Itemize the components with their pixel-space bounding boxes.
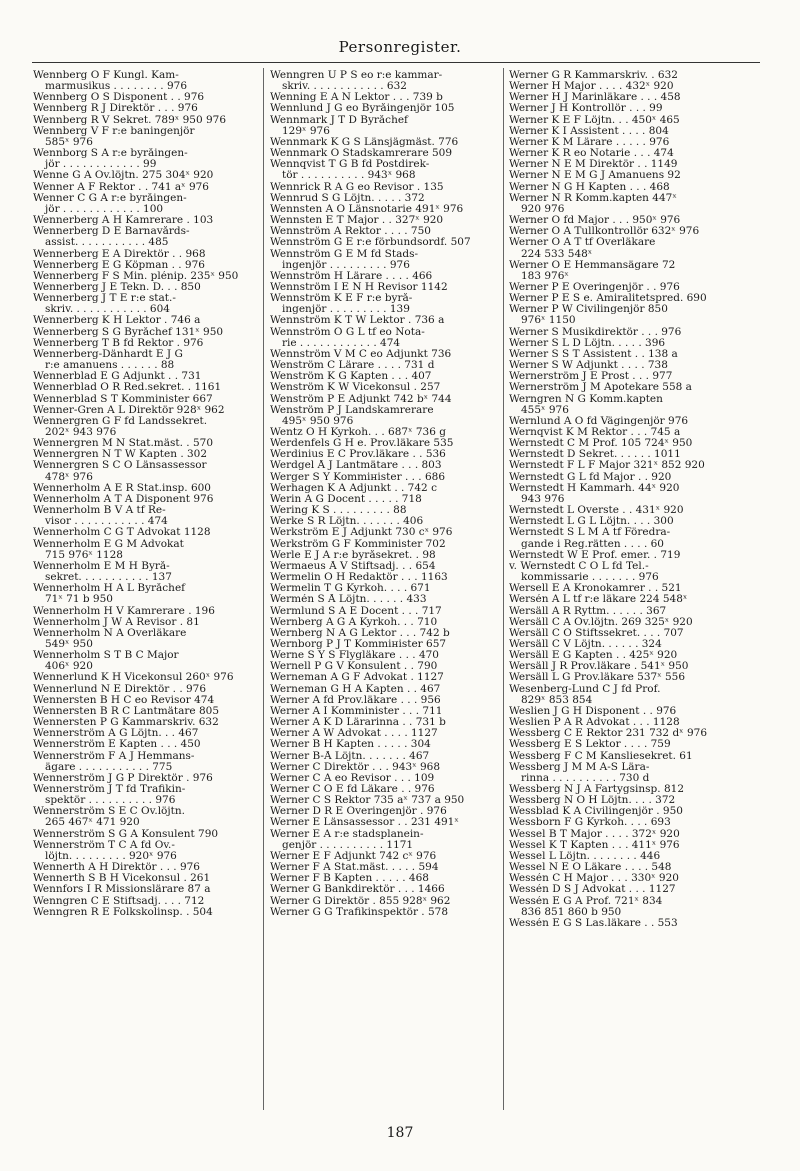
register-entry: Wennerström E Kapten . . . 450 (33, 739, 201, 751)
register-entry: Wennerholm H A L Byråchef (33, 583, 186, 595)
register-entry-continuation: 585ˣ 976 (45, 136, 93, 148)
register-entry-continuation: jör . . . . . . . . . . . . 99 (45, 159, 157, 171)
register-entry: Wennerberg S G Byråchef 131ˣ 950 (33, 326, 224, 338)
register-entry-continuation: ingenjör . . . . . . . . . 976 (282, 259, 410, 271)
register-entry: Wernstedt C M Prof. 105 724ˣ 950 (509, 438, 693, 450)
register-entry: Wennerth A H Direktör . . . 976 (33, 862, 200, 874)
register-entry: Wennström K T W Lektor . 736 a (270, 315, 445, 327)
register-entry: Wessel K T Kapten . . . 411ˣ 976 (509, 839, 680, 851)
register-entry: Wennerström S E C Öv.löjtn. (33, 806, 185, 818)
register-entry: Wennerberg J T E r:e stat.- (33, 293, 176, 305)
register-entry: Wering K S . . . . . . . . . 88 (270, 505, 407, 517)
register-entry: Werner G R Kammarskriv. . 632 (509, 70, 678, 81)
register-entry: Wennerberg K H Lektor . 746 a (33, 315, 201, 327)
register-entry: Wermén S Å Löjtn. . . . . . 433 (270, 594, 427, 606)
register-entry: Wennberg O F Kungl. Kam- (33, 70, 179, 81)
register-entry: Werner K M Lärare . . . . . 976 (509, 136, 670, 148)
register-entry: Wernstedt L Överste . . 431ˣ 920 (509, 505, 684, 517)
register-entry: Wennerström S G A Konsulent 790 (33, 828, 219, 840)
register-entry: Wenström K G Kapten . . . 407 (270, 371, 432, 383)
register-entry-continuation: 715 976ˣ 1128 (45, 549, 123, 561)
register-entry: Wennerberg J E Tekn. D. . . 850 (33, 281, 201, 293)
register-entry-continuation: skriv. . . . . . . . . . . . 632 (282, 81, 407, 93)
register-entry: Wessén D S J Advokat . . . 1127 (509, 884, 676, 896)
register-entry: Wennrud S G Löjtn. . . . . 372 (270, 192, 425, 204)
register-entry: Wennergren S C O Länsassessor (33, 460, 207, 472)
register-entry: Wernstedt H Kammarh. 44ˣ 920 (509, 482, 680, 494)
register-entry: Wernstedt D Sekret. . . . . . 1011 (509, 449, 681, 461)
register-entry: Werneman A G F Advokat . 1127 (270, 672, 444, 684)
register-entry: Wennerblad S T Komminister 667 (33, 393, 213, 405)
register-entry-continuation: assist. . . . . . . . . . . 485 (45, 237, 169, 249)
register-entry: Wersäll J R Prov.läkare . 541ˣ 950 (509, 661, 689, 673)
register-entry-continuation: 943 976 (521, 493, 565, 505)
register-entry-continuation: ingenjör . . . . . . . . . 139 (282, 304, 410, 316)
register-entry-continuation: jör . . . . . . . . . . . . 100 (45, 203, 164, 215)
register-entry: Werner D R E Överingenjör . 976 (270, 806, 447, 818)
register-entry: Werner B-Å Löjtn. . . . . . . 467 (270, 750, 430, 762)
register-entry: Werner O A T tf Överläkare (509, 237, 656, 249)
register-entry-continuation: sekret. . . . . . . . . . . 137 (45, 572, 172, 584)
register-entry: Wennmark J T D Byråchef (270, 114, 408, 126)
register-entry: Wennberg O S Disponent . . 976 (33, 92, 205, 104)
register-entry: Wernberg A G A Kyrkoh. . . 710 (270, 616, 438, 628)
register-entry: v. Wernstedt C O L fd Tel.- (509, 560, 649, 572)
register-entry: Wenngren C E Stiftsadj. . . . 712 (33, 895, 205, 907)
register-entry: Werner S S T Assistent . . 138 a (509, 348, 678, 360)
register-entry: Werner A K D Lärarinna . . 731 b (270, 717, 446, 729)
register-entry-continuation: 478ˣ 976 (45, 471, 93, 483)
register-entry: Werner H Major . . . . 432ˣ 920 (509, 81, 674, 93)
register-entry: Wennergren N T W Kapten . 302 (33, 449, 208, 461)
register-entry: Wennqvist T G B fd Postdirek- (270, 159, 430, 171)
register-entry-continuation: rinna . . . . . . . . . . 730 d (521, 772, 650, 784)
register-entry: Wermlund S A E Docent . . . 717 (270, 605, 442, 617)
register-entry: Wesenberg-Lund C J fd Prof. (509, 683, 661, 695)
register-entry: Wennberg R V Sekret. 789ˣ 950 976 (33, 114, 226, 126)
register-column-1 (33, 70, 259, 1120)
register-entry: Wernborg P J T Kommінister 657 (270, 638, 447, 650)
register-entry: Werdinius E C Prov.läkare . . 536 (270, 449, 446, 461)
register-entry: Wennergren M N Stat.mäst. . 570 (33, 438, 214, 450)
register-entry: Werger S Y Kommінister . . . 686 (270, 471, 446, 483)
register-entry: Werner P E S e. Amiralitetspred. 690 (509, 293, 707, 305)
register-entry: Wennerström T C A fd Öv.- (33, 839, 175, 851)
register-entry: Wennström K E F r:e byrå- (270, 293, 413, 305)
register-entry: Werin A G Docent . . . . . 718 (270, 493, 422, 505)
register-entry: Werner A W Advokat . . . . 1127 (270, 728, 438, 740)
register-entry: Wennerblad E G Adjunkt . . 731 (33, 371, 202, 383)
register-entry: Werdenfels G H e. Prov.läkare 535 (270, 438, 454, 450)
register-entry: Wernstedt F L F Major 321ˣ 852 920 (509, 460, 705, 472)
register-entry: Wessberg N J A Fartygsinsp. 812 (509, 784, 684, 795)
register-entry: Wenström C Lärare . . . . 731 d (270, 360, 435, 372)
register-entry: Werdgel Å J Lantmätare . . . 803 (270, 460, 442, 472)
register-entry-continuation: kommissarie . . . . . . . 976 (521, 572, 659, 584)
register-entry: Werne S Y S Flygläkare . . . 470 (270, 650, 439, 662)
register-entry: Werhagen K A Adjunkt . . 742 c (270, 482, 437, 494)
register-entry-continuation: 976ˣ 1150 (521, 315, 576, 327)
register-entry: Wennersten B R C Lantmätare 805 (33, 705, 220, 717)
register-column-2 (270, 70, 500, 1120)
column-divider-1 (263, 68, 264, 1110)
register-entry: Wernlund A O fd Vägingenjör 976 (509, 415, 689, 427)
register-entry: Wersäll A R Ryttm. . . . . . 367 (509, 605, 667, 617)
register-entry-continuation: gande i Reg.rätten . . . . 60 (521, 538, 664, 550)
register-entry: Wessberg J M M A-S Lära- (509, 761, 650, 773)
register-entry: Wennmark K G S Länsjägmäst. 776 (270, 136, 459, 148)
register-entry: Wennberg R J Direktör . . . 976 (33, 103, 198, 115)
register-entry: Wernqvist K M Rektor . . . 745 a (509, 427, 681, 438)
register-entry: Wennerholm H V Kamrerare . 196 (33, 605, 215, 617)
register-entry: Wennerberg F S Min. plénip. 235ˣ 950 (33, 270, 239, 282)
register-entry: Wennsten E T Major . . 327ˣ 920 (270, 215, 444, 227)
register-entry: Wenström P J Landskamrerare (270, 404, 434, 416)
register-entry-continuation: 495ˣ 950 976 (282, 415, 354, 427)
register-entry: Wessborn F G Kyrkoh. . . . 693 (509, 817, 671, 829)
register-entry: Wessberg E S Lektor . . . . 759 (509, 739, 671, 751)
register-entry: Wenner C G A r:e byråingen- (33, 192, 187, 204)
register-entry: Wennerberg A H Kamrerare . 103 (33, 215, 214, 227)
register-entry: Wennström G E r:e förbundsordf. 507 (270, 237, 471, 249)
register-entry-continuation: tör . . . . . . . . . . 943ˣ 968 (282, 170, 416, 182)
register-entry: Wernstedt L G L Löjtn. . . . 300 (509, 516, 674, 528)
register-entry: Wennström V M C eo Adjunkt 736 (270, 348, 452, 360)
register-entry: Wessberg C E Rektor 231 732 dˣ 976 (509, 728, 708, 740)
register-entry: Wenström K W Vicekonsul . 257 (270, 382, 441, 394)
register-entry: Wennström A Rektor . . . . 750 (270, 226, 431, 238)
register-entry: Wentz O H Kyrkoh. . . 687ˣ 736 g (270, 427, 446, 438)
register-entry: Weslien J G H Disponent . . 976 (509, 705, 677, 717)
register-entry: Wennerholm E G M Advokat (33, 538, 184, 550)
register-entry-continuation: marmusikus . . . . . . . . 976 (45, 81, 187, 93)
register-entry: Werner F A Stat.mäst. . . . . 594 (270, 862, 439, 874)
register-entry: Wernstedt W E Prof. emer. . 719 (509, 549, 681, 561)
register-entry: Werner O E Hemmansägare 72 (509, 259, 676, 271)
register-entry: Wenström P E Adjunkt 742 bˣ 744 (270, 393, 452, 405)
register-entry: Werner N G H Kapten . . . 468 (509, 181, 670, 193)
page-number: 187 (386, 1125, 414, 1141)
register-entry: Wersäll L G Prov.läkare 537ˣ 556 (509, 672, 686, 684)
register-entry-continuation: spektör . . . . . . . . . . 976 (45, 795, 176, 807)
register-entry: Wennerlund N E Direktör . . 976 (33, 683, 207, 695)
register-entry: Wennerström J T fd Trafikin- (33, 784, 186, 795)
register-entry: Werner A I Komminister . . . 711 (270, 705, 443, 717)
register-entry: Wennerholm N A Överläkare (33, 627, 187, 639)
register-entry: Wennerström J G P Direktör . 976 (33, 772, 213, 784)
register-entry: Wessberg N O H Löjtn. . . . 372 (509, 795, 676, 807)
register-entry: Wennerberg-Dänhardt E J G (33, 348, 183, 360)
register-entry: Werner E Länsassessor . . 231 491ˣ (270, 817, 459, 829)
register-entry: Wennlund J G eo Byråingenjör 105 (270, 103, 455, 115)
register-column-3 (509, 70, 763, 1120)
register-entry: Wennerlund K H Vicekonsul 260ˣ 976 (33, 672, 234, 684)
register-entry: Werner G Direktör . 855 928ˣ 962 (270, 895, 451, 907)
register-entry-continuation: r:e amanuens . . . . . . 88 (45, 360, 175, 372)
register-entry: Wennergren G F fd Landssekret. (33, 415, 208, 427)
register-entry: Wennerholm B V A tf Re- (33, 505, 166, 517)
register-entry: Wennersten P G Kammarskriv. 632 (33, 717, 219, 729)
register-entry: Wernberg N A G Lektor . . . 742 b (270, 627, 450, 639)
register-entry: Werkström E J Adjunkt 730 cˣ 976 (270, 527, 453, 539)
register-entry: Wermaeus Å V Stiftsadj. . . 654 (270, 560, 436, 572)
register-entry: Werngren N G Komm.kapten (509, 393, 663, 405)
register-entry: Wennmark O Stadskamrerare 509 (270, 148, 453, 160)
register-entry: Wenner A F Rektor . . 741 aˣ 976 (33, 181, 209, 193)
register-entry-continuation: 455ˣ 976 (521, 404, 569, 416)
register-entry: Wennström O G L tf eo Nota- (270, 326, 425, 338)
register-entry-continuation: visor . . . . . . . . . . . 474 (45, 516, 168, 528)
register-entry: Werner H J Marinläkare . . . 458 (509, 92, 681, 104)
register-entry: Wennfors I R Missionslärare 87 a (33, 884, 211, 896)
register-entry-continuation: rie . . . . . . . . . . . . 474 (282, 337, 401, 349)
register-entry: Werner G G Trafikinspektör . 578 (270, 906, 449, 918)
register-entry: Werner K E F Löjtn. . . 450ˣ 465 (509, 114, 680, 126)
register-entry: Wennsten A O Länsnotarie 491ˣ 976 (270, 203, 464, 215)
register-entry: Wessén C H Major . . . 330ˣ 920 (509, 873, 679, 885)
register-entry: Wenngren R E Folkskolinsp. . 504 (33, 906, 213, 918)
register-entry-continuation: ägare . . . . . . . . . . . 775 (45, 761, 173, 773)
register-entry: Werner S Musikdirektör . . . 976 (509, 326, 682, 338)
register-entry: Werle E J A r:e byråsekret. . 98 (270, 549, 436, 561)
register-entry: Werner K R eo Notarie . . . 474 (509, 148, 674, 160)
register-entry-continuation: 224 533 548ˣ (521, 248, 593, 260)
register-entry: Werner J H Kontrollör . . . 99 (509, 103, 663, 115)
register-entry: Wernstedt G L fd Major . . 920 (509, 471, 672, 483)
register-entry: Werner O A Tullkontrollör 632ˣ 976 (509, 226, 700, 238)
register-entry: Wennerberg T B fd Rektor . 976 (33, 337, 204, 349)
register-entry: Werner S L D Löjtn. . . . . 396 (509, 337, 666, 349)
register-entry: Wennerholm A E R Stat.insp. 600 (33, 482, 211, 494)
register-entry: Werner A fd Prov.läkare . . . 956 (270, 694, 441, 706)
register-entry: Wennström I E N H Revisor 1142 (270, 281, 448, 293)
register-entry: Werner K I Assistent . . . . 804 (509, 125, 669, 137)
register-entry: Wersäll C A Öv.löjtn. 269 325ˣ 920 (509, 616, 693, 628)
register-entry: Wessberg F C M Kansliesekret. 61 (509, 750, 693, 762)
register-entry-continuation: 836 851 860 b 950 (521, 906, 622, 918)
register-entry: Wersäll C V Löjtn. . . . . . 324 (509, 638, 662, 650)
register-entry: Wersell E A Kronokamrer . . 521 (509, 583, 682, 595)
header-rule (32, 62, 760, 63)
register-entry: Werke S R Löjtn. . . . . . . 406 (270, 516, 424, 528)
register-entry: Wenner-Gren A L Direktör 928ˣ 962 (33, 404, 225, 416)
register-entry: Wessel B T Major . . . . 372ˣ 920 (509, 828, 680, 840)
register-entry: Wennerberg D E Barnavårds- (33, 226, 190, 238)
register-entry: Wersén A L tf r:e läkare 224 548ˣ (509, 594, 688, 606)
register-entry-continuation: 202ˣ 943 976 (45, 427, 117, 438)
register-entry-continuation: 129ˣ 976 (282, 125, 330, 137)
register-entry: Wermelin T G Kyrkoh. . . . 671 (270, 583, 431, 595)
register-entry: Wennrick R A G eo Revisor . 135 (270, 181, 444, 193)
register-entry: Wersäll E G Kapten . . 425ˣ 920 (509, 650, 678, 662)
register-entry-continuation: skriv. . . . . . . . . . . . 604 (45, 304, 170, 316)
register-entry: Werneman G H A Kapten . . 467 (270, 683, 441, 695)
register-entry: Wennersten B H C eo Revisor 474 (33, 694, 215, 706)
register-entry: Werner S W Adjunkt . . . . 738 (509, 360, 668, 372)
register-entry: Wennerholm J W A Revisor . 81 (33, 616, 200, 628)
register-entry-continuation: 920 976 (521, 203, 565, 215)
register-entry: Werner C S Rektor 735 aˣ 737 a 950 (270, 795, 465, 807)
register-entry: Werner F B Kapten . . . . . 468 (270, 873, 429, 885)
register-entry-continuation: genjör . . . . . . . . . . 1171 (282, 839, 414, 851)
register-entry: Werner N R Komm.kapten 447ˣ (509, 192, 677, 204)
register-entry: Wenngren U P S eo r:e kammar- (270, 70, 443, 81)
register-entry: Wermelin O H Redaktör . . . 1163 (270, 572, 448, 584)
register-entry: Werner N E M G J Amanuens 92 (509, 170, 681, 182)
register-entry-continuation: 265 467ˣ 471 920 (45, 817, 140, 829)
register-entry: Wennerberg E A Direktör . . 968 (33, 248, 206, 260)
register-entry: Werner E F Adjunkt 742 cˣ 976 (270, 850, 437, 862)
register-entry: Werner G Bankdirektör . . . 1466 (270, 884, 445, 896)
register-entry-continuation: 183 976ˣ (521, 270, 569, 282)
register-entry: Werner C A eo Revisor . . . 109 (270, 772, 435, 784)
register-entry: Wennerth S B H Vicekonsul . 261 (33, 873, 211, 885)
register-entry: Wennerberg E G Köpman . . 976 (33, 259, 205, 271)
register-entry: Wernstedt S L M A tf Föredra- (509, 527, 671, 539)
register-entry: Wennerholm C G T Advokat 1128 (33, 527, 211, 539)
register-entry: Wersäll C O Stiftssekret. . . . 707 (509, 627, 684, 639)
register-entry-continuation: 829ˣ 853 854 (521, 694, 593, 706)
register-entry: Wessel N E O Läkare . . . . 548 (509, 862, 672, 874)
register-entry: Wenne G A Öv.löjtn. 275 304ˣ 920 (33, 170, 214, 182)
register-entry: Wenning E A N Lektor . . . 739 b (270, 92, 443, 104)
page-header: Personregister. (338, 38, 462, 56)
register-entry: Wennborg S A r:e byråingen- (33, 148, 188, 160)
register-entry: Wennberg V F r:e baningenjör (33, 125, 195, 137)
register-entry: Wessel L Löjtn. . . . . . . . 446 (509, 850, 661, 862)
register-entry: Wennerholm E M H Byrå- (33, 560, 170, 572)
register-entry: Wennerström F A J Hemmans- (33, 750, 195, 762)
register-entry: Wennström H Lärare . . . . 466 (270, 270, 433, 282)
register-entry: Wernell P G V Konsulent . . 790 (270, 661, 438, 673)
register-entry: Weslien P A R Advokat . . . 1128 (509, 717, 680, 729)
register-entry-continuation: 406ˣ 920 (45, 661, 93, 673)
register-entry-continuation: 71ˣ 71 b 950 (45, 594, 113, 606)
column-divider-2 (503, 68, 504, 1110)
register-entry: Wennerström A G Löjtn. . . 467 (33, 728, 199, 740)
register-entry: Wessblad K A Civilingenjör . 950 (509, 806, 683, 818)
register-entry: Werner B H Kapten . . . . . 304 (270, 739, 431, 751)
register-entry: Wennerholm S T B C Major (33, 650, 179, 662)
register-entry: Wessén E G A Prof. 721ˣ 834 (509, 895, 663, 907)
register-entry: Wennström G E M fd Stads- (270, 248, 419, 260)
register-entry-continuation: löjtn. . . . . . . . . 920ˣ 976 (45, 850, 177, 862)
register-entry: Werner N E M Direktör . . 1149 (509, 159, 678, 171)
register-entry: Wennerholm A T A Disponent 976 (33, 493, 214, 505)
register-entry: Werner P W Civilingenjör 850 (509, 304, 668, 316)
register-entry: Wessén E G S Las.läkare . . 553 (509, 917, 678, 929)
register-entry: Werner C O E fd Läkare . . 976 (270, 784, 435, 795)
register-entry: Werner P E Överingenjör . . 976 (509, 281, 680, 293)
register-entry: Werner C Direktör . . . 943ˣ 968 (270, 761, 441, 773)
register-entry: Werner E A r:e stadsplanein- (270, 828, 424, 840)
register-entry: Werkström G F Komminister 702 (270, 538, 446, 550)
register-entry: Werner O fd Major . . . 950ˣ 976 (509, 215, 681, 227)
register-entry-continuation: 549ˣ 950 (45, 638, 93, 650)
register-entry: Wennerblad O R Red.sekret. . 1161 (33, 382, 222, 394)
register-entry: Wernerström J E Prost . . . 977 (509, 371, 673, 383)
register-entry: Wernerström J M Apotekare 558 a (509, 382, 692, 394)
